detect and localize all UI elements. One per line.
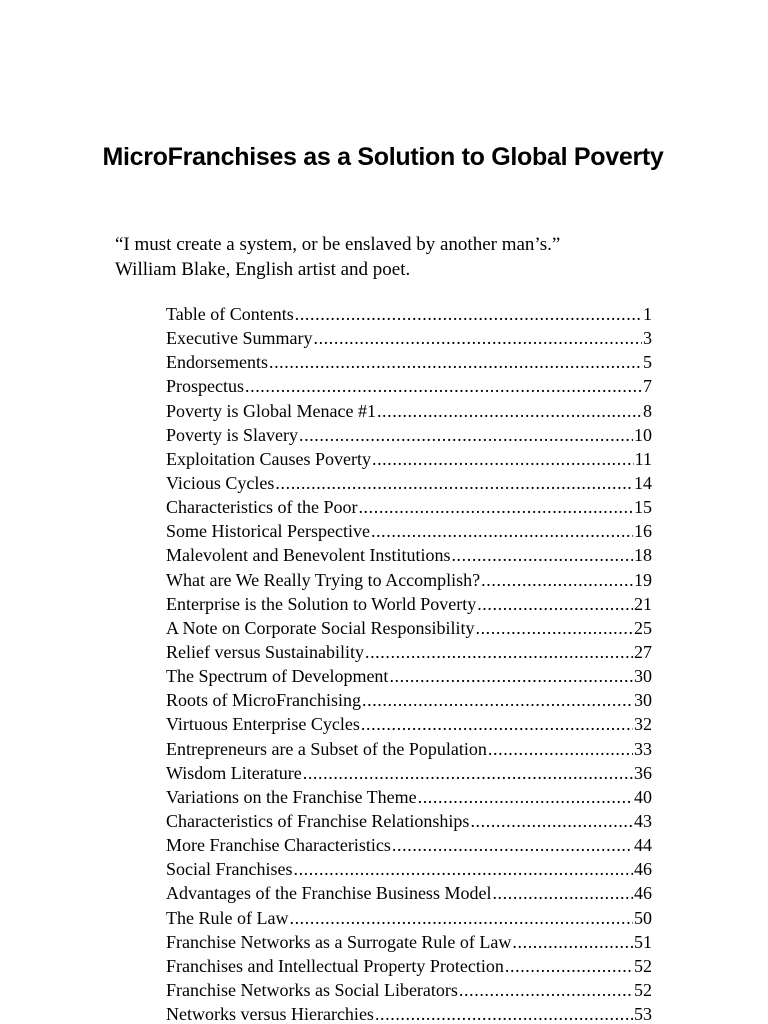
toc-entry-title: Characteristics of Franchise Relationships	[166, 810, 470, 831]
toc-entry-page: 52	[634, 955, 652, 976]
toc-dot-leader	[289, 906, 633, 930]
toc-entry-title: Poverty is Slavery	[166, 424, 298, 445]
toc-entry[interactable]	[166, 712, 652, 736]
toc-dot-leader	[358, 495, 633, 519]
toc-dot-leader	[512, 930, 633, 954]
toc-entry-title: Prospectus	[166, 376, 244, 397]
toc-entry-title: Exploitation Causes Poverty	[166, 448, 371, 469]
toc-dot-leader	[377, 399, 642, 423]
toc-entry-title: Some Historical Perspective	[166, 521, 370, 542]
toc-entry[interactable]	[166, 857, 652, 881]
toc-dot-leader	[418, 785, 633, 809]
toc-entry-title: Endorsements	[166, 352, 268, 373]
toc-entry[interactable]	[166, 954, 652, 978]
toc-entry-title: Virtuous Enterprise Cycles	[166, 714, 360, 735]
toc-entry-page: 40	[634, 786, 652, 807]
toc-entry-page: 10	[634, 424, 652, 445]
toc-entry-title: Characteristics of the Poor	[166, 497, 358, 518]
toc-entry-title: What are We Really Trying to Accomplish?	[166, 569, 481, 590]
toc-entry[interactable]	[166, 447, 652, 471]
toc-entry-page: 18	[634, 545, 652, 566]
toc-dot-leader	[392, 833, 633, 857]
epigraph	[115, 232, 675, 282]
toc-entry[interactable]	[166, 543, 652, 567]
toc-entry[interactable]	[166, 616, 652, 640]
toc-dot-leader	[365, 640, 633, 664]
toc-dot-leader	[481, 568, 633, 592]
document-title: MicroFranchises as a Solution to Global Poverty	[102, 143, 664, 171]
toc-entry-title: The Rule of Law	[166, 907, 289, 928]
toc-entry-page: 1	[643, 304, 652, 324]
toc-entry-page: 46	[634, 859, 652, 880]
epigraph-quote: “I must create a system, or be enslaved by another man’s.”	[115, 234, 561, 255]
toc-dot-leader	[361, 712, 633, 736]
toc-dot-leader	[275, 471, 633, 495]
toc-entry[interactable]	[166, 423, 652, 447]
toc-dot-leader	[459, 978, 633, 1002]
toc-entry-title: Advantages of the Franchise Business Model	[166, 883, 492, 904]
toc-entry[interactable]	[166, 930, 652, 954]
toc-entry-page: 43	[634, 810, 652, 831]
toc-entry-page: 14	[634, 472, 652, 493]
toc-dot-leader	[451, 543, 633, 567]
toc-entry-title: Enterprise is the Solution to World Poverty	[166, 593, 477, 614]
toc-entry[interactable]	[166, 785, 652, 809]
toc-entry-title: The Spectrum of Development	[166, 666, 389, 687]
toc-dot-leader	[293, 857, 633, 881]
toc-entry[interactable]	[166, 374, 652, 398]
toc-entry-title: Variations on the Franchise Theme	[166, 786, 417, 807]
toc-entry-page: 32	[634, 714, 652, 735]
toc-entry-title: Wisdom Literature	[166, 762, 302, 783]
toc-dot-leader	[475, 616, 633, 640]
toc-entry-page: 7	[643, 376, 652, 397]
toc-entry-page: 11	[634, 448, 652, 469]
toc-entry-page: 15	[634, 497, 652, 518]
toc-entry[interactable]	[166, 471, 652, 495]
toc-entry-title: Franchise Networks as Social Liberators	[166, 979, 458, 1000]
toc-entry[interactable]	[166, 737, 652, 761]
toc-entry-title: Vicious Cycles	[166, 472, 275, 493]
toc-entry[interactable]	[166, 350, 652, 374]
toc-entry-title: Malevolent and Benevolent Institutions	[166, 545, 451, 566]
toc-dot-leader	[295, 302, 642, 326]
toc-entry-page: 27	[634, 641, 652, 662]
toc-entry-page: 46	[634, 883, 652, 904]
toc-entry-title: Relief versus Sustainability	[166, 641, 364, 662]
toc-entry-page: 5	[643, 352, 652, 373]
toc-entry[interactable]	[166, 592, 652, 616]
toc-dot-leader	[313, 326, 642, 350]
toc-dot-leader	[371, 519, 633, 543]
toc-entry-page: 51	[634, 931, 652, 952]
toc-entry[interactable]	[166, 519, 652, 543]
toc-entry-page: 8	[643, 400, 652, 421]
toc-dot-leader	[372, 447, 634, 471]
toc-dot-leader	[303, 761, 633, 785]
toc-entry[interactable]	[166, 326, 652, 350]
toc-entry-title: Table of Contents	[166, 304, 294, 324]
toc-entry-page: 44	[634, 835, 652, 856]
toc-entry-title: Social Franchises	[166, 859, 293, 880]
toc-entry[interactable]	[166, 568, 652, 592]
toc-entry-title: Poverty is Global Menace #1	[166, 400, 376, 421]
toc-entry[interactable]	[166, 1002, 652, 1024]
toc-entry-page: 3	[643, 328, 652, 349]
toc-entry[interactable]	[166, 978, 652, 1002]
toc-entry[interactable]	[166, 833, 652, 857]
toc-entry-page: 30	[634, 666, 652, 687]
toc-entry-page: 33	[634, 738, 652, 759]
toc-dot-leader	[362, 688, 633, 712]
toc-dot-leader	[245, 374, 642, 398]
toc-entry[interactable]	[166, 809, 652, 833]
toc-dot-leader	[470, 809, 633, 833]
toc-entry[interactable]	[166, 399, 652, 423]
toc-dot-leader	[477, 592, 633, 616]
toc-dot-leader	[492, 881, 633, 905]
toc-dot-leader	[269, 350, 642, 374]
toc-entry-page: 25	[634, 617, 652, 638]
toc-entry-title: Entrepreneurs are a Subset of the Population	[166, 738, 487, 759]
toc-entry[interactable]	[166, 761, 652, 785]
toc-entry[interactable]	[166, 664, 652, 688]
toc-entry-title: Executive Summary	[166, 328, 313, 349]
toc-entry-page: 21	[634, 593, 652, 614]
toc-entry[interactable]	[166, 906, 652, 930]
table-of-contents	[166, 302, 652, 1024]
toc-entry-page: 50	[634, 907, 652, 928]
toc-entry[interactable]	[166, 881, 652, 905]
toc-entry[interactable]	[166, 495, 652, 519]
toc-entry[interactable]	[166, 688, 652, 712]
toc-entry-title: Franchises and Intellectual Property Protection	[166, 955, 504, 976]
toc-dot-leader	[375, 1002, 633, 1024]
toc-entry-page: 30	[634, 690, 652, 711]
toc-entry-title: More Franchise Characteristics	[166, 835, 391, 856]
epigraph-attribution: William Blake, English artist and poet.	[115, 259, 411, 280]
toc-entry-title: A Note on Corporate Social Responsibility	[166, 617, 475, 638]
toc-entry-title: Franchise Networks as a Surrogate Rule of Law	[166, 931, 512, 952]
toc-entry-page: 53	[634, 1004, 652, 1024]
toc-dot-leader	[389, 664, 633, 688]
toc-entry[interactable]	[166, 640, 652, 664]
toc-entry-title: Roots of MicroFranchising	[166, 690, 361, 711]
toc-dot-leader	[505, 954, 633, 978]
toc-dot-leader	[488, 737, 633, 761]
toc-entry-page: 16	[634, 521, 652, 542]
toc-entry-page: 19	[634, 569, 652, 590]
toc-entry[interactable]	[166, 302, 652, 326]
toc-entry-page: 36	[634, 762, 652, 783]
toc-entry-page: 52	[634, 979, 652, 1000]
toc-dot-leader	[299, 423, 633, 447]
toc-entry-title: Networks versus Hierarchies	[166, 1004, 374, 1024]
